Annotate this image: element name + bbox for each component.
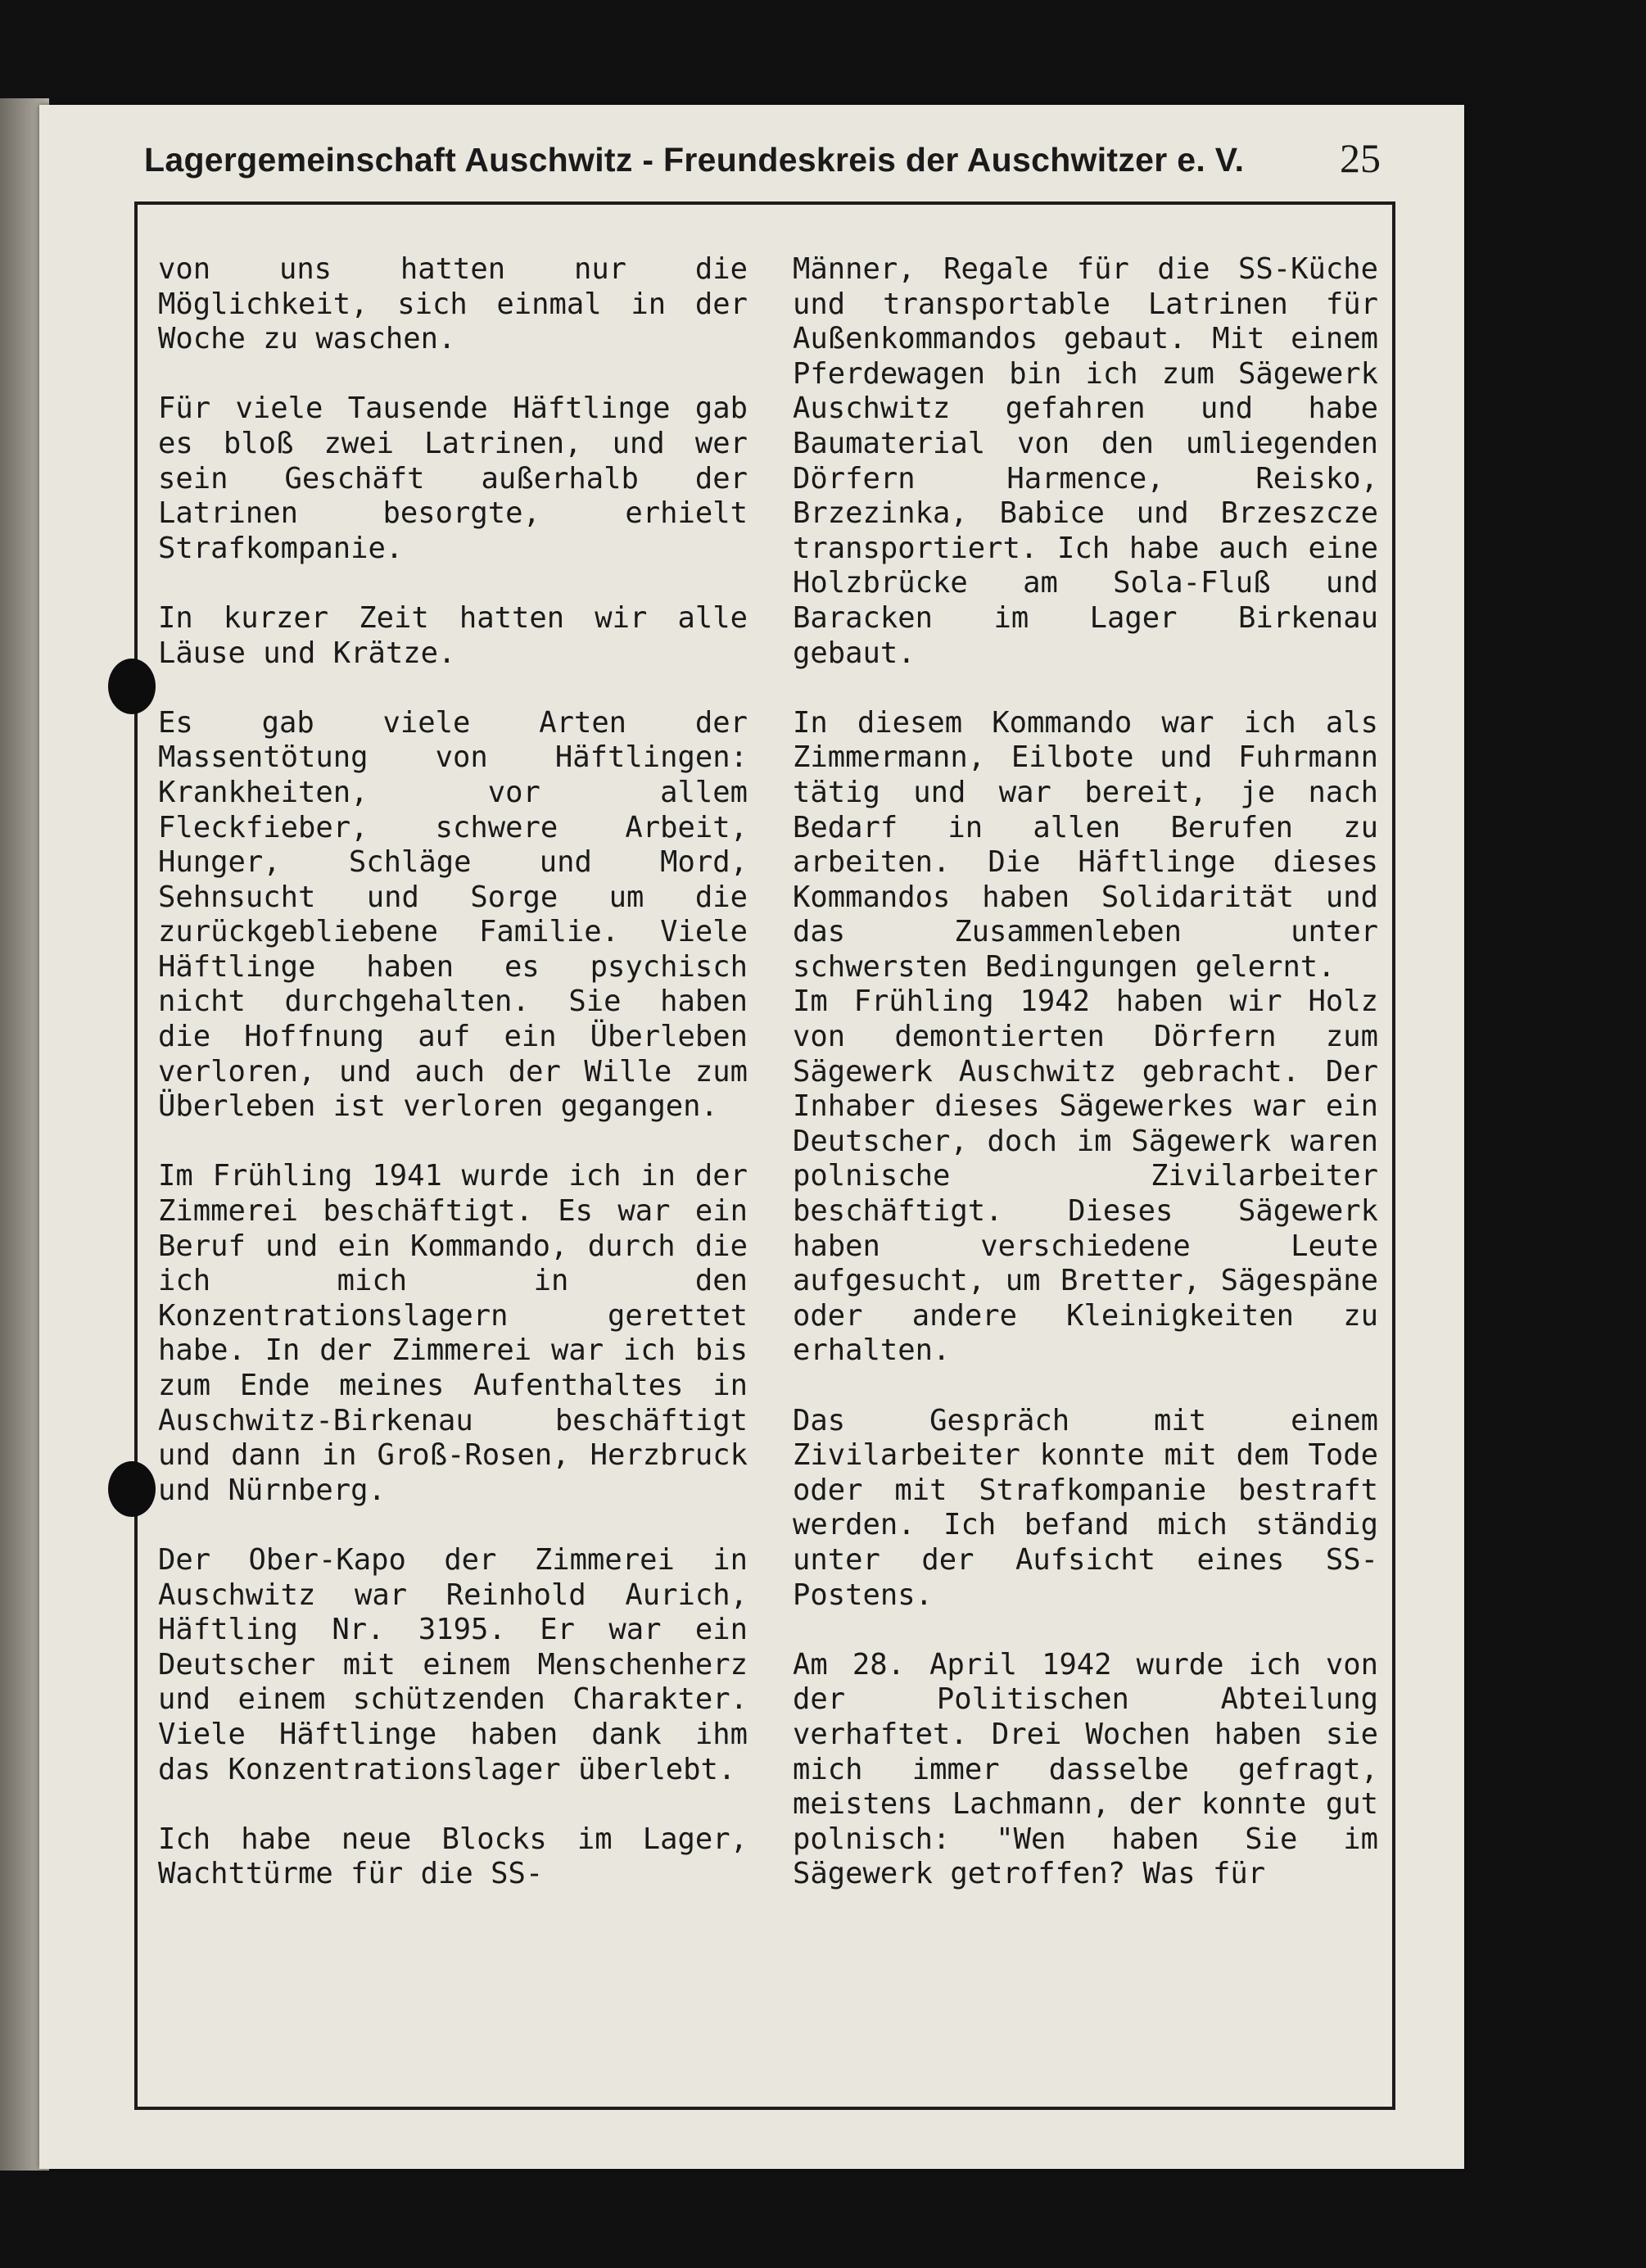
paragraph: Es gab viele Arten der Massentötung von Häftlingen: Krankheiten, vor allem Fleckfieber, schwere Arbeit, Hunger, Schläge und Mord, Sehnsucht und Sorge um die zurückgebliebene Familie. Viele Häftlinge haben es psychisch nicht durchgehalten. Sie haben die Hoffnung auf ein Überleben verloren, und auch der Wille zum Überleben ist verloren gegangen.	[158, 705, 748, 1124]
paragraph: Im Frühling 1941 wurde ich in der Zimmerei beschäftigt. Es war ein Beruf und ein Kommando, durch die ich mich in den Konzentrationslagern gerettet habe. In der Zimmerei war ich bis zum Ende meines Aufenthaltes in Auschwitz-Birkenau beschäftigt und dann in Groß-Rosen, Herzbruck und Nürnberg.	[158, 1159, 748, 1507]
document-page	[39, 105, 1464, 2169]
paragraph: In kurzer Zeit hatten wir alle Läuse und Krätze.	[158, 600, 748, 670]
paragraph: Am 28. April 1942 wurde ich von der Politischen Abteilung verhaftet. Drei Wochen haben sie mich immer dasselbe gefragt, meistens Lachmann, der konnte gut polnisch: "Wen haben Sie im Sägewerk getroffen? Was für	[793, 1647, 1378, 1891]
page-number: 25	[1340, 135, 1381, 181]
right-column	[793, 252, 1378, 1927]
paragraph: Ich habe neue Blocks im Lager, Wachttürme für die SS-	[158, 1822, 748, 1891]
paragraph: Männer, Regale für die SS-Küche und transportable Latrinen für Außenkommandos gebaut. Mit einem Pferdewagen bin ich zum Sägewerk Auschwitz gefahren und habe Baumaterial von den umliegenden Dörfern Harmence, Reisko, Brzezinka, Babice und Brzeszcze transportiert. Ich habe auch eine Holzbrücke am Sola-Fluß und Baracken im Lager Birkenau gebaut.	[793, 252, 1378, 670]
paragraph: von uns hatten nur die Möglichkeit, sich einmal in der Woche zu waschen.	[158, 252, 748, 356]
punch-hole	[108, 659, 156, 714]
paragraph: Im Frühling 1942 haben wir Holz von demontierten Dörfern zum Sägewerk Auschwitz gebracht. Der Inhaber dieses Sägewerkes war ein Deutscher, doch im Sägewerk waren polnische Zivilarbeiter beschäftigt. Dieses Sägewerk haben verschiedene Leute aufgesucht, um Bretter, Sägespäne oder andere Kleinigkeiten zu erhalten.	[793, 985, 1378, 1368]
punch-hole	[108, 1461, 156, 1517]
running-header: Lagergemeinschaft Auschwitz - Freundeskreis der Auschwitzer e. V.	[144, 141, 1245, 179]
left-column	[158, 252, 748, 1927]
paragraph: In diesem Kommando war ich als Zimmermann, Eilbote und Fuhrmann tätig und war bereit, je nach Bedarf in allen Berufen zu arbeiten. Die Häftlinge dieses Kommandos haben Solidarität und das Zusammenleben unter schwersten Bedingungen gelernt.	[793, 705, 1378, 984]
paragraph: Das Gespräch mit einem Zivilarbeiter konnte mit dem Tode oder mit Strafkompanie bestraft werden. Ich befand mich ständig unter der Aufsicht eines SS-Postens.	[793, 1403, 1378, 1612]
paragraph: Der Ober-Kapo der Zimmerei in Auschwitz war Reinhold Aurich, Häftling Nr. 3195. Er war ein Deutscher mit einem Menschenherz und einem schützenden Charakter. Viele Häftlinge haben dank ihm das Konzentrationslager überlebt.	[158, 1542, 748, 1786]
paragraph: Für viele Tausende Häftlinge gab es bloß zwei Latrinen, und wer sein Geschäft außerhalb der Latrinen besorgte, erhielt Strafkompanie.	[158, 392, 748, 565]
